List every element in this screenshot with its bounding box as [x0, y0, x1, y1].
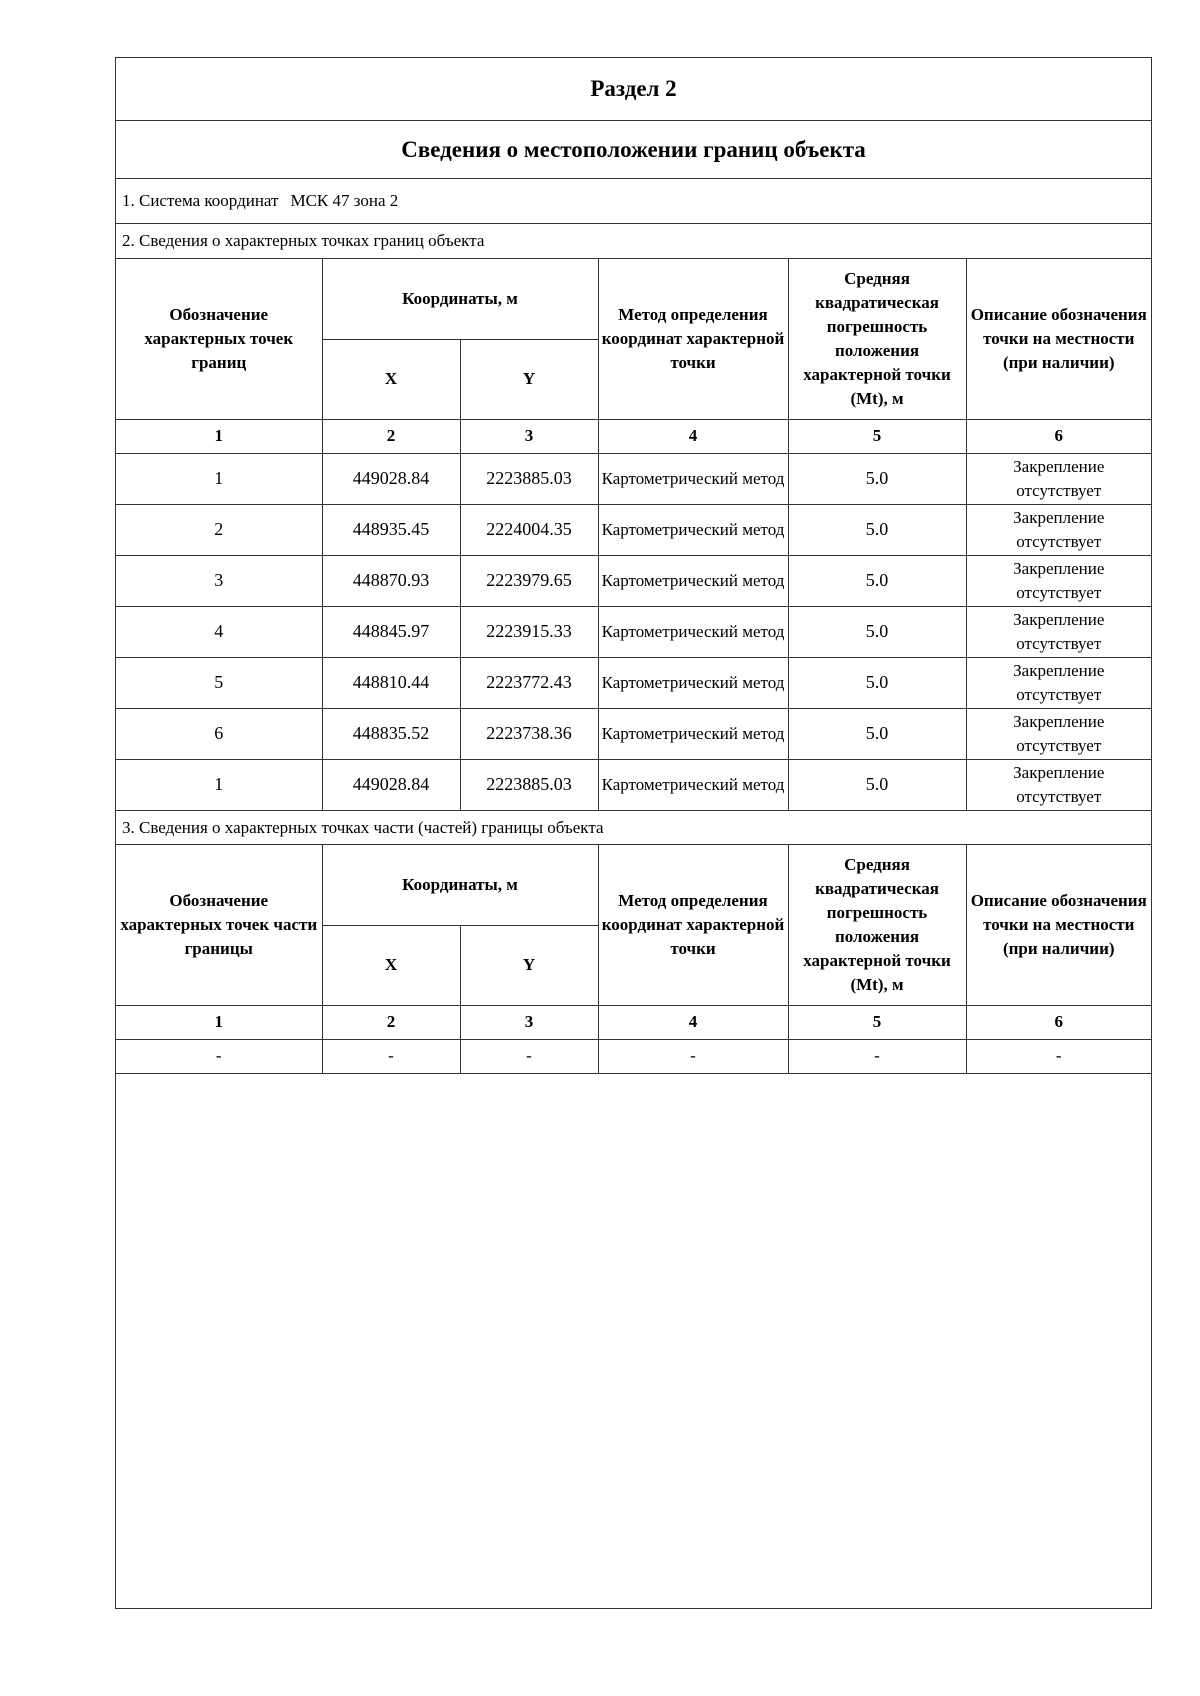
- cell-point: 1: [116, 759, 322, 810]
- table-row: [116, 657, 1151, 708]
- table-row: [116, 708, 1151, 759]
- cell-method: Картометрический метод: [598, 606, 788, 657]
- cell-y: 2223885.03: [460, 759, 598, 810]
- section-subtitle: Сведения о местоположении границ объекта: [116, 121, 1151, 179]
- cell-method: Картометрический метод: [598, 759, 788, 810]
- column-number: 4: [598, 1005, 788, 1039]
- column-numbers-row: [116, 419, 1151, 453]
- column-number: 4: [598, 419, 788, 453]
- cell-error: 5.0: [788, 504, 966, 555]
- header-method: Метод определения координат характерной точки: [598, 259, 788, 419]
- table-row: [116, 555, 1151, 606]
- table-row: [116, 1039, 1151, 1073]
- table-row: [116, 453, 1151, 504]
- cell-y: 2223885.03: [460, 453, 598, 504]
- column-number: 1: [116, 419, 322, 453]
- column-number: 5: [788, 419, 966, 453]
- column-number: 5: [788, 1005, 966, 1039]
- header-coords: Координаты, м: [322, 259, 598, 339]
- cell-x: 448870.93: [322, 555, 460, 606]
- cell-point: 3: [116, 555, 322, 606]
- header-error: Средняя квадратическая погрешность положения характерной точки (Mt), м: [788, 259, 966, 419]
- cell-x: 448845.97: [322, 606, 460, 657]
- part-boundary-points-table: [116, 845, 1151, 1074]
- cell-point: 1: [116, 453, 322, 504]
- cell-error: 5.0: [788, 453, 966, 504]
- cell-method: Картометрический метод: [598, 657, 788, 708]
- cell-description: -: [966, 1039, 1151, 1073]
- header-designation: Обозначение характерных точек части границы: [116, 845, 322, 1005]
- table-row: [116, 759, 1151, 810]
- column-number: 6: [966, 419, 1151, 453]
- cell-error: 5.0: [788, 555, 966, 606]
- cell-point: 5: [116, 657, 322, 708]
- table-row: [116, 606, 1151, 657]
- cell-method: Картометрический метод: [598, 504, 788, 555]
- cell-description: Закрепление отсутствует: [966, 657, 1151, 708]
- cell-error: 5.0: [788, 606, 966, 657]
- header-description: Описание обозначения точки на местности (при наличии): [966, 259, 1151, 419]
- cell-x: 448810.44: [322, 657, 460, 708]
- cell-error: 5.0: [788, 657, 966, 708]
- cell-error: 5.0: [788, 759, 966, 810]
- header-designation: Обозначение характерных точек границ: [116, 259, 322, 419]
- cell-description: Закрепление отсутствует: [966, 555, 1151, 606]
- cell-description: Закрепление отсутствует: [966, 606, 1151, 657]
- cell-point: -: [116, 1039, 322, 1073]
- column-number: 6: [966, 1005, 1151, 1039]
- cell-y: -: [460, 1039, 598, 1073]
- header-y: Y: [460, 339, 598, 419]
- cell-y: 2223915.33: [460, 606, 598, 657]
- header-x: X: [322, 925, 460, 1005]
- table1-caption: 2. Сведения о характерных точках границ объекта: [116, 224, 1151, 259]
- cell-description: Закрепление отсутствует: [966, 504, 1151, 555]
- column-number: 2: [322, 419, 460, 453]
- cell-x: 449028.84: [322, 453, 460, 504]
- column-numbers-row: [116, 1005, 1151, 1039]
- cell-description: Закрепление отсутствует: [966, 708, 1151, 759]
- cell-point: 2: [116, 504, 322, 555]
- cell-method: -: [598, 1039, 788, 1073]
- column-number: 3: [460, 419, 598, 453]
- coord-system-value: МСК 47 зона 2: [290, 191, 399, 210]
- coord-system-label: 1. Система координат: [122, 191, 279, 210]
- header-x: X: [322, 339, 460, 419]
- header-error: Средняя квадратическая погрешность положения характерной точки (Mt), м: [788, 845, 966, 1005]
- column-number: 1: [116, 1005, 322, 1039]
- cell-x: -: [322, 1039, 460, 1073]
- cell-method: Картометрический метод: [598, 708, 788, 759]
- table-row: [116, 504, 1151, 555]
- boundary-points-table: [116, 259, 1151, 810]
- coord-system-line: [116, 179, 1151, 224]
- cell-description: Закрепление отсутствует: [966, 453, 1151, 504]
- cell-method: Картометрический метод: [598, 555, 788, 606]
- cell-x: 448935.45: [322, 504, 460, 555]
- column-number: 2: [322, 1005, 460, 1039]
- cell-y: 2223979.65: [460, 555, 598, 606]
- column-number: 3: [460, 1005, 598, 1039]
- header-description: Описание обозначения точки на местности (при наличии): [966, 845, 1151, 1005]
- cell-y: 2223738.36: [460, 708, 598, 759]
- cell-point: 4: [116, 606, 322, 657]
- cell-error: 5.0: [788, 708, 966, 759]
- cell-x: 449028.84: [322, 759, 460, 810]
- cell-method: Картометрический метод: [598, 453, 788, 504]
- cell-y: 2223772.43: [460, 657, 598, 708]
- cell-point: 6: [116, 708, 322, 759]
- section-title: Раздел 2: [116, 58, 1151, 121]
- cell-x: 448835.52: [322, 708, 460, 759]
- table2-caption: 3. Сведения о характерных точках части (частей) границы объекта: [116, 810, 1151, 845]
- cell-y: 2224004.35: [460, 504, 598, 555]
- header-method: Метод определения координат характерной точки: [598, 845, 788, 1005]
- document-frame: [115, 57, 1152, 1609]
- header-y: Y: [460, 925, 598, 1005]
- cell-error: -: [788, 1039, 966, 1073]
- cell-description: Закрепление отсутствует: [966, 759, 1151, 810]
- header-coords: Координаты, м: [322, 845, 598, 925]
